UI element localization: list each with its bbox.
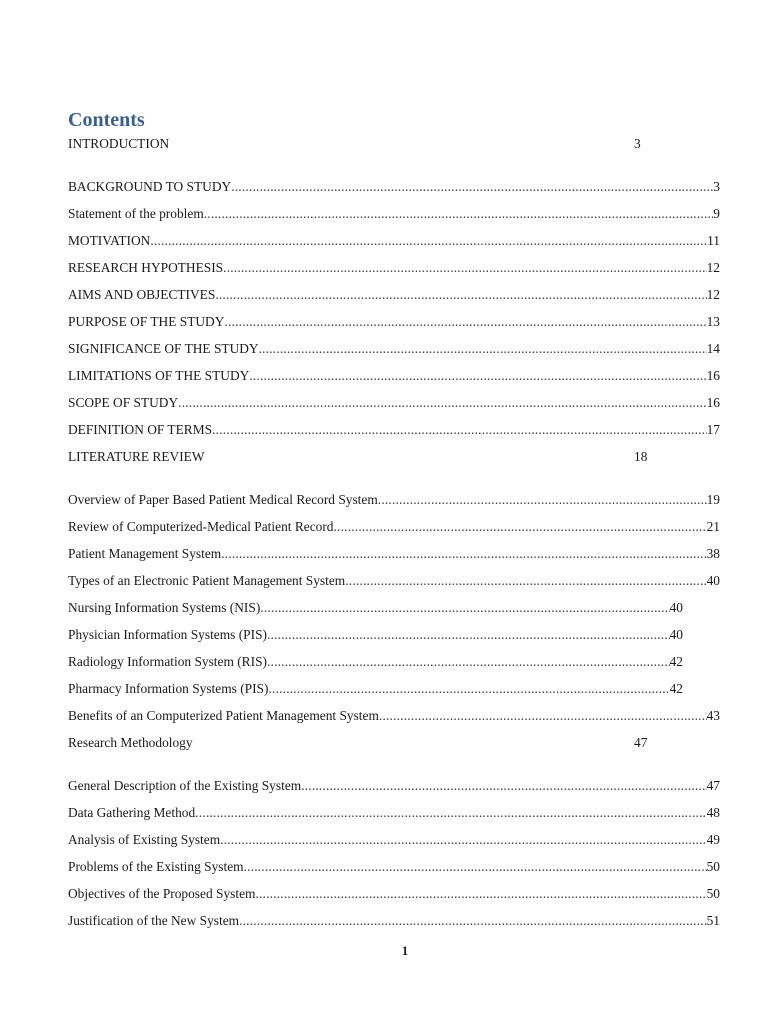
toc-entry-title: SCOPE OF STUDY <box>68 395 179 410</box>
toc-dot-leader <box>204 204 714 224</box>
toc-entry-title: Problems of the Existing System <box>68 859 244 874</box>
toc-entry[interactable] <box>68 393 720 420</box>
toc-entry[interactable] <box>68 803 720 830</box>
table-of-contents <box>68 134 720 938</box>
toc-dot-leader <box>267 625 670 645</box>
toc-entry-page: 12 <box>706 287 720 302</box>
toc-dot-leader <box>301 776 706 796</box>
toc-entry[interactable] <box>68 652 683 679</box>
toc-entry-title: Review of Computerized-Medical Patient Record <box>68 519 334 534</box>
toc-entry[interactable] <box>68 231 720 258</box>
toc-entry[interactable] <box>68 312 720 339</box>
contents-heading: Contents <box>68 109 145 131</box>
toc-entry-title: AIMS AND OBJECTIVES <box>68 287 216 302</box>
toc-entry-page: 47 <box>634 735 648 750</box>
toc-entry-page: 38 <box>706 546 720 561</box>
toc-entry-page: 40 <box>669 600 683 615</box>
toc-dot-leader <box>224 312 706 332</box>
toc-entry-title: General Description of the Existing System <box>68 778 302 793</box>
toc-entry-page: 17 <box>706 422 720 437</box>
toc-entry-title: Analysis of Existing System <box>68 832 221 847</box>
toc-dot-leader <box>379 706 707 726</box>
toc-dot-leader <box>215 285 706 305</box>
toc-entry[interactable] <box>68 544 720 571</box>
toc-entry-title: PURPOSE OF THE STUDY <box>68 314 225 329</box>
toc-entry-page: 16 <box>706 395 720 410</box>
toc-entry-page: 50 <box>706 859 720 874</box>
toc-entry-page: 40 <box>669 627 683 642</box>
toc-entry[interactable] <box>68 706 720 733</box>
toc-entry-page: 18 <box>634 449 648 464</box>
toc-dot-leader <box>267 652 670 672</box>
toc-dot-leader <box>249 366 706 386</box>
toc-entry-title: Benefits of an Computerized Patient Management System <box>68 708 379 723</box>
toc-entry[interactable] <box>68 679 683 706</box>
toc-dot-leader <box>150 231 707 251</box>
toc-entry-title: RESEARCH HYPOTHESIS <box>68 260 224 275</box>
toc-entry-page: 43 <box>706 708 720 723</box>
toc-dot-leader <box>345 571 706 591</box>
toc-entry[interactable] <box>68 339 720 366</box>
toc-entry[interactable] <box>68 134 720 177</box>
toc-dot-leader <box>334 517 707 537</box>
toc-entry-page: 13 <box>706 314 720 329</box>
toc-entry-page: 42 <box>669 654 683 669</box>
toc-dot-leader <box>231 177 713 197</box>
toc-entry[interactable] <box>68 911 720 938</box>
toc-entry[interactable] <box>68 776 720 803</box>
toc-entry-page: 16 <box>706 368 720 383</box>
toc-entry-title: Data Gathering Method <box>68 805 196 820</box>
toc-dot-leader <box>221 544 706 564</box>
toc-entry-title: MOTIVATION <box>68 233 151 248</box>
toc-entry[interactable] <box>68 625 683 652</box>
toc-entry-title: Physician Information Systems (PIS) <box>68 627 267 642</box>
toc-dot-leader <box>259 339 707 359</box>
toc-dot-leader <box>255 884 706 904</box>
toc-entry-page: 51 <box>706 913 720 928</box>
toc-dot-leader <box>244 857 707 877</box>
toc-entry-title: SIGNIFICANCE OF THE STUDY <box>68 341 259 356</box>
toc-entry-page: 47 <box>706 778 720 793</box>
toc-entry[interactable] <box>68 571 720 598</box>
toc-entry-title: Pharmacy Information Systems (PIS) <box>68 681 269 696</box>
toc-dot-leader <box>178 393 706 413</box>
toc-entry[interactable] <box>68 285 720 312</box>
toc-dot-leader <box>220 830 706 850</box>
toc-entry-page: 3 <box>634 136 641 151</box>
toc-entry-title: Research Methodology <box>68 735 193 750</box>
toc-entry-page: 12 <box>706 260 720 275</box>
toc-entry-page: 50 <box>706 886 720 901</box>
toc-entry-page: 42 <box>669 681 683 696</box>
toc-entry[interactable] <box>68 733 720 776</box>
toc-entry-page: 14 <box>706 341 720 356</box>
toc-entry[interactable] <box>68 830 720 857</box>
toc-entry-title: Patient Management System <box>68 546 222 561</box>
toc-entry-page: 9 <box>713 206 720 221</box>
toc-dot-leader <box>260 598 669 618</box>
toc-entry[interactable] <box>68 884 720 911</box>
toc-entry-page: 21 <box>706 519 720 534</box>
toc-entry[interactable] <box>68 598 683 625</box>
toc-entry-title: BACKGROUND TO STUDY <box>68 179 232 194</box>
toc-entry[interactable] <box>68 366 720 393</box>
page-number: 1 <box>401 944 409 958</box>
toc-entry-title: Justification of the New System <box>68 913 240 928</box>
toc-entry-page: 40 <box>706 573 720 588</box>
toc-entry-title: Types of an Electronic Patient Management System <box>68 573 346 588</box>
toc-entry-page: 3 <box>713 179 720 194</box>
toc-dot-leader <box>223 258 706 278</box>
toc-entry[interactable] <box>68 490 720 517</box>
toc-entry-title: Statement of the problem <box>68 206 204 221</box>
toc-entry-title: DEFINITION OF TERMS <box>68 422 213 437</box>
toc-entry-title: Objectives of the Proposed System <box>68 886 256 901</box>
toc-entry[interactable] <box>68 177 720 204</box>
toc-entry[interactable] <box>68 420 720 447</box>
toc-entry-page: 19 <box>706 492 720 507</box>
toc-entry-page: 49 <box>706 832 720 847</box>
toc-dot-leader <box>239 911 707 931</box>
toc-entry-title: INTRODUCTION <box>68 136 170 151</box>
toc-entry-title: LIMITATIONS OF THE STUDY <box>68 368 250 383</box>
toc-entry[interactable] <box>68 857 720 884</box>
toc-entry-page: 11 <box>707 233 720 248</box>
toc-dot-leader <box>268 679 669 699</box>
toc-entry[interactable] <box>68 204 720 231</box>
toc-entry-title: LITERATURE REVIEW <box>68 449 205 464</box>
toc-entry-title: Radiology Information System (RIS) <box>68 654 267 669</box>
toc-dot-leader <box>212 420 707 440</box>
toc-entry-title: Overview of Paper Based Patient Medical Record System <box>68 492 378 507</box>
toc-entry[interactable] <box>68 447 720 490</box>
toc-dot-leader <box>195 803 706 823</box>
toc-entry-page: 48 <box>706 805 720 820</box>
toc-entry[interactable] <box>68 517 720 544</box>
toc-entry-title: Nursing Information Systems (NIS) <box>68 600 261 615</box>
toc-entry[interactable] <box>68 258 720 285</box>
toc-dot-leader <box>378 490 707 510</box>
